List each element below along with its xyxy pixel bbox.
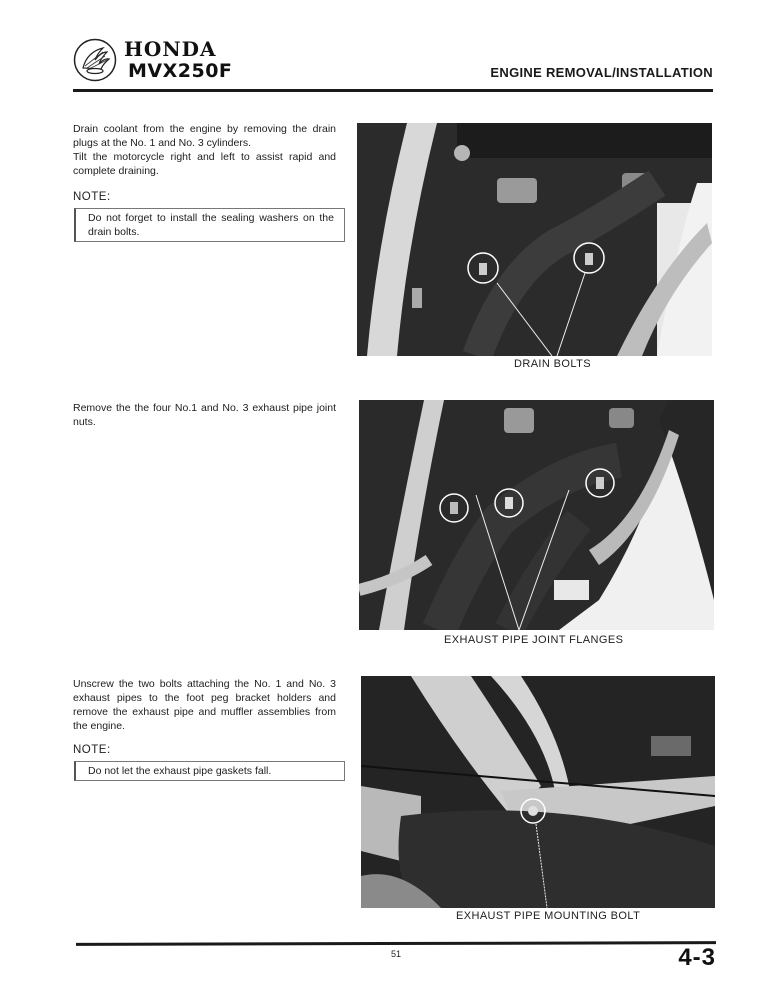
header-rule <box>73 89 713 92</box>
section-number: 4-3 <box>678 944 716 971</box>
caption-drain-bolts: DRAIN BOLTS <box>514 358 591 370</box>
step-1-note-box: Do not forget to install the sealing washers on the drain bolts. <box>74 208 345 242</box>
step-3-note-label: NOTE: <box>73 744 111 756</box>
brand-name: HONDA <box>124 37 217 61</box>
step-3-text: Unscrew the two bolts attaching the No. 1 and No. 3 exhaust pipes to the foot peg bracket holders and remove the exhaust pipe and muffler assemblies from the engine. <box>73 678 336 732</box>
section-title: ENGINE REMOVAL/INSTALLATION <box>490 65 713 80</box>
photo-exhaust-pipe-joint-flanges <box>359 400 714 630</box>
photo-drain-bolts <box>357 123 712 356</box>
step-1-sentence-2: Tilt the motorcycle right and left to assist rapid and complete draining. <box>73 151 336 177</box>
step-1-text <box>73 122 336 178</box>
honda-wing-emblem-icon <box>73 38 117 82</box>
step-1-note-label: NOTE: <box>73 191 111 203</box>
photo-exhaust-pipe-mounting-bolt <box>361 676 715 908</box>
footer-rule <box>76 941 716 946</box>
caption-exhaust-pipe-joint-flanges: EXHAUST PIPE JOINT FLANGES <box>444 634 624 646</box>
step-3-note-box: Do not let the exhaust pipe gaskets fall. <box>74 761 345 781</box>
caption-exhaust-pipe-mounting-bolt: EXHAUST PIPE MOUNTING BOLT <box>456 910 641 922</box>
model-name: MVX250F <box>128 60 233 82</box>
step-2-text: Remove the the four No.1 and No. 3 exhaust pipe joint nuts. <box>73 402 336 428</box>
page-number: 51 <box>391 949 402 959</box>
step-1-sentence-1: Drain coolant from the engine by removing the drain plugs at the No. 1 and No. 3 cylinders. <box>73 123 336 149</box>
